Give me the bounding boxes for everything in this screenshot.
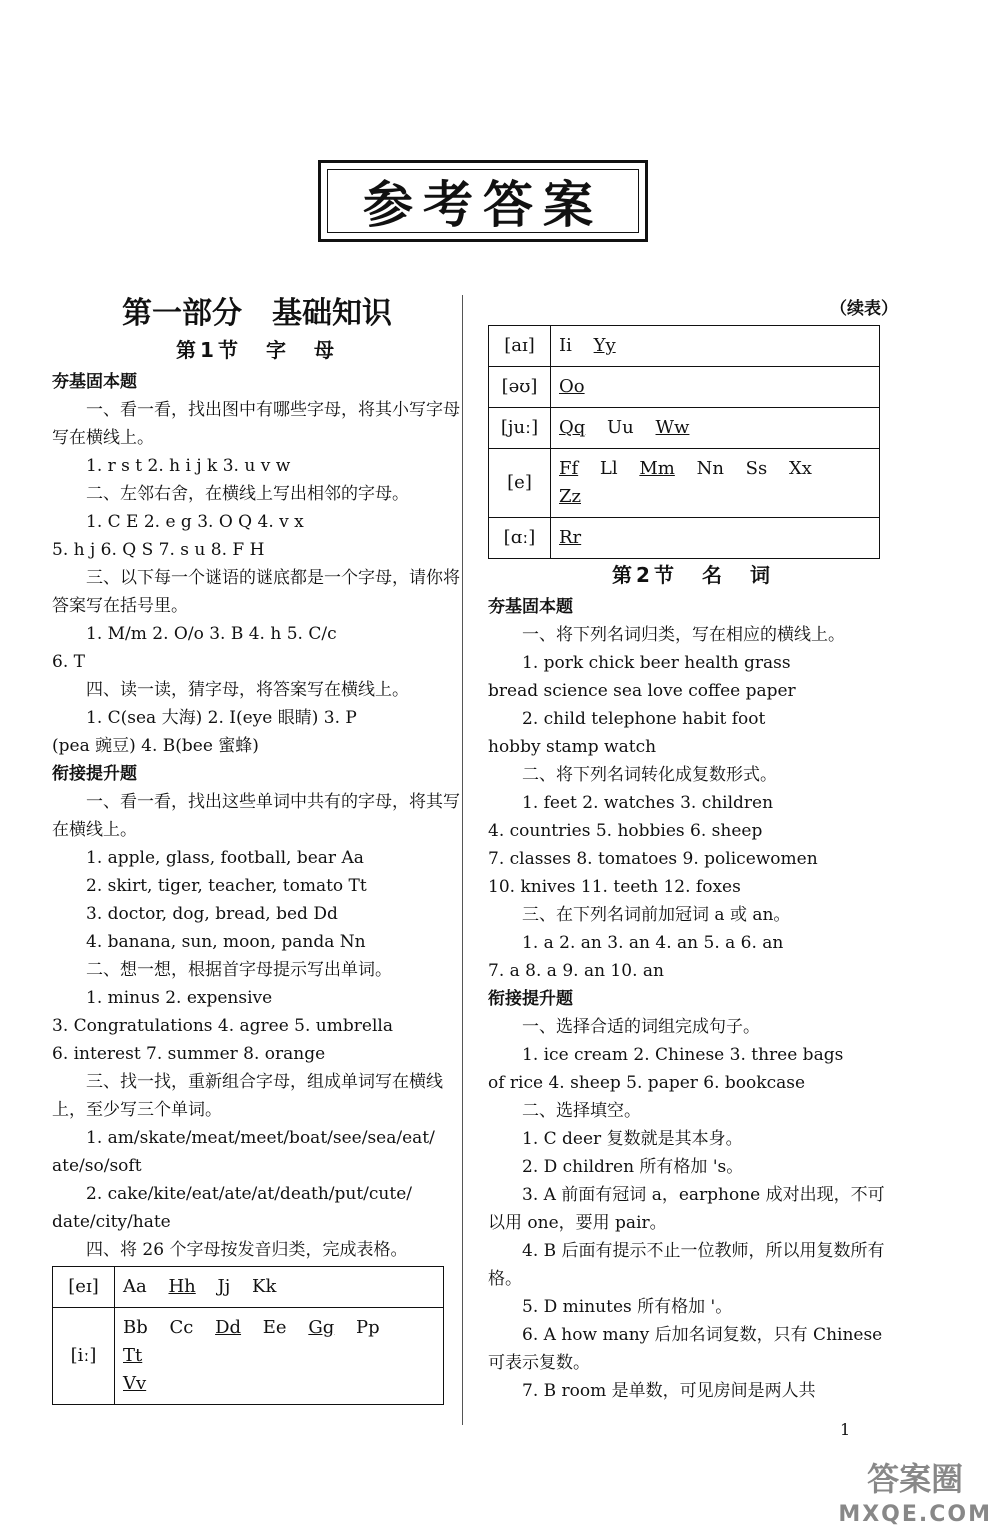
answer-line: 1. C(sea 大海) 2. I(eye 眼睛) 3. P bbox=[86, 708, 357, 728]
letter: Ww bbox=[655, 417, 690, 438]
answer-line: 4. countries 5. hobbies 6. sheep bbox=[488, 821, 763, 841]
answer-line: ate/so/soft bbox=[52, 1156, 142, 1176]
letter: Tt bbox=[123, 1345, 143, 1366]
answer-line: 2. skirt, tiger, teacher, tomato Tt bbox=[86, 876, 367, 896]
letter: Rr bbox=[559, 527, 582, 548]
part-title: 第一部分 基础知识 bbox=[122, 296, 392, 331]
answer-line: 1. r s t 2. h i j k 3. u v w bbox=[86, 456, 291, 476]
phonetic-symbol: [əʊ] bbox=[489, 367, 551, 408]
answer-line: 1. C deer 复数就是其本身。 bbox=[522, 1129, 743, 1149]
question-text: 一、看一看，找出图中有哪些字母，将其小写字母写在横线上。 bbox=[52, 400, 460, 448]
question-text: 二、左邻右舍，在横线上写出相邻的字母。 bbox=[86, 484, 409, 504]
answer-line: (pea 豌豆) 4. B(bee 蜜蜂) bbox=[52, 736, 259, 756]
answer-line: 3. doctor, dog, bread, bed Dd bbox=[86, 904, 338, 924]
answer-line: 1. apple, glass, football, bear Aa bbox=[86, 848, 364, 868]
answer-line: date/city/hate bbox=[52, 1212, 171, 1232]
letter: Oo bbox=[559, 376, 585, 397]
letter: Jj bbox=[217, 1276, 231, 1297]
answer-line: 6. A how many 后加名词复数，只有 Chinese 可表示复数。 bbox=[488, 1325, 883, 1373]
answer-line: 3. Congratulations 4. agree 5. umbrella bbox=[52, 1016, 393, 1036]
answer-line: 7. a 8. a 9. an 10. an bbox=[488, 961, 664, 981]
table-row bbox=[53, 1308, 444, 1405]
answer-line: 5. h j 6. Q S 7. s u 8. F H bbox=[52, 540, 265, 560]
letters-cell bbox=[551, 408, 880, 449]
phonetic-symbol: [eɪ] bbox=[53, 1267, 115, 1308]
question-text: 三、以下每一个谜语的谜底都是一个字母，请你将答案写在括号里。 bbox=[52, 568, 460, 616]
letter: Gg bbox=[308, 1317, 335, 1338]
question-text: 三、找一找，重新组合字母，组成单词写在横线上，至少写三个单词。 bbox=[52, 1072, 443, 1120]
answer-line: 7. B room 是单数，可见房间是两人共 bbox=[522, 1381, 816, 1401]
answer-line: 1. C E 2. e g 3. O Q 4. v x bbox=[86, 512, 304, 532]
question-text: 四、读一读，猜字母，将答案写在横线上。 bbox=[86, 680, 409, 700]
category-advanced: 衔接提升题 bbox=[488, 989, 573, 1009]
answer-line: 3. A 前面有冠词 a，earphone 成对出现，不可以用 one，要用 pair。 bbox=[488, 1185, 885, 1233]
letter: Ff bbox=[559, 458, 579, 479]
question-text: 一、看一看，找出这些单词中共有的字母，将其写在横线上。 bbox=[52, 792, 460, 840]
page-title: 参考答案 bbox=[363, 176, 603, 234]
question-text: 一、选择合适的词组完成句子。 bbox=[522, 1017, 760, 1037]
letter: Nn bbox=[696, 458, 724, 479]
letter: Uu bbox=[607, 417, 634, 438]
answer-line: 2. cake/kite/eat/ate/at/death/put/cute/ bbox=[86, 1184, 412, 1204]
watermark-line1: 答案圈 bbox=[867, 1460, 964, 1498]
letters-cell bbox=[115, 1267, 444, 1308]
letter: Ss bbox=[745, 458, 768, 479]
letters-cell bbox=[551, 518, 880, 559]
letter: Kk bbox=[252, 1276, 277, 1297]
question-text: 二、将下列名词转化成复数形式。 bbox=[522, 765, 777, 785]
right-column bbox=[488, 295, 898, 1405]
answer-line: 1. M/m 2. O/o 3. B 4. h 5. C/c bbox=[86, 624, 337, 644]
answer-line: 6. T bbox=[52, 652, 85, 672]
table-row bbox=[489, 449, 880, 518]
phonetic-symbol: [ɑː] bbox=[489, 518, 551, 559]
phonetic-symbol: [juː] bbox=[489, 408, 551, 449]
answer-line: 2. D children 所有格加 's。 bbox=[522, 1157, 744, 1177]
continued-note: （续表） bbox=[830, 299, 898, 319]
answer-line: 2. child telephone habit foot bbox=[522, 709, 766, 729]
phonetic-symbol: [iː] bbox=[53, 1308, 115, 1405]
table-row bbox=[53, 1267, 444, 1308]
question-text: 一、将下列名词归类，写在相应的横线上。 bbox=[522, 625, 845, 645]
question-text: 二、想一想，根据首字母提示写出单词。 bbox=[86, 960, 392, 980]
letter: Cc bbox=[169, 1317, 194, 1338]
answer-line: 4. banana, sun, moon, panda Nn bbox=[86, 932, 366, 952]
letter: Xx bbox=[788, 458, 812, 479]
answer-line: 7. classes 8. tomatoes 9. policewomen bbox=[488, 849, 818, 869]
question-text: 四、将 26 个字母按发音归类，完成表格。 bbox=[86, 1240, 408, 1260]
table-row bbox=[489, 367, 880, 408]
watermark-line2: MXQE.COM bbox=[838, 1502, 992, 1527]
answer-line: 1. am/skate/meat/meet/boat/see/sea/eat/ bbox=[86, 1128, 435, 1148]
letter: Ll bbox=[599, 458, 618, 479]
question-text: 二、选择填空。 bbox=[522, 1101, 641, 1121]
table-row bbox=[489, 518, 880, 559]
letters-cell bbox=[115, 1308, 444, 1405]
left-column bbox=[52, 295, 462, 1407]
title-inner-frame bbox=[327, 169, 639, 233]
title-box bbox=[318, 160, 648, 242]
column-divider bbox=[462, 295, 463, 1425]
question-text: 三、在下列名词前加冠词 a 或 an。 bbox=[522, 905, 791, 925]
letters-cell bbox=[551, 326, 880, 367]
phonetic-symbol: [aɪ] bbox=[489, 326, 551, 367]
answer-line: 6. interest 7. summer 8. orange bbox=[52, 1044, 326, 1064]
letter: Mm bbox=[639, 458, 675, 479]
table-row bbox=[489, 326, 880, 367]
letter: Dd bbox=[215, 1317, 242, 1338]
answer-line: 5. D minutes 所有格加 '。 bbox=[522, 1297, 733, 1317]
letter: Hh bbox=[168, 1276, 196, 1297]
category-basic: 夯基固本题 bbox=[52, 372, 137, 392]
phonetic-symbol: [e] bbox=[489, 449, 551, 518]
letter: Bb bbox=[123, 1317, 148, 1338]
letter: Ii bbox=[559, 335, 572, 356]
category-advanced: 衔接提升题 bbox=[52, 764, 137, 784]
phonetic-table-left bbox=[52, 1266, 444, 1405]
answer-line: 1. minus 2. expensive bbox=[86, 988, 273, 1008]
answer-line: 1. feet 2. watches 3. children bbox=[522, 793, 774, 813]
answer-line: 10. knives 11. teeth 12. foxes bbox=[488, 877, 741, 897]
watermark bbox=[838, 1461, 992, 1533]
letter: Zz bbox=[559, 486, 581, 507]
section-1-title: 第1节 字 母 bbox=[176, 338, 338, 362]
answer-line: 1. a 2. an 3. an 4. an 5. a 6. an bbox=[522, 933, 784, 953]
page-number: 1 bbox=[840, 1420, 851, 1439]
letters-cell bbox=[551, 449, 880, 518]
letter: Ee bbox=[262, 1317, 287, 1338]
answer-line: hobby stamp watch bbox=[488, 737, 657, 757]
category-basic: 夯基固本题 bbox=[488, 597, 573, 617]
letters-cell bbox=[551, 367, 880, 408]
letter: Qq bbox=[559, 417, 586, 438]
table-row bbox=[489, 408, 880, 449]
letter: Yy bbox=[593, 335, 616, 356]
letter: Aa bbox=[123, 1276, 147, 1297]
answer-line: of rice 4. sheep 5. paper 6. bookcase bbox=[488, 1073, 806, 1093]
answer-line: 1. ice cream 2. Chinese 3. three bags bbox=[522, 1045, 844, 1065]
phonetic-table-right bbox=[488, 325, 880, 559]
letter: Pp bbox=[355, 1317, 380, 1338]
answer-line: bread science sea love coffee paper bbox=[488, 681, 796, 701]
answer-line: 1. pork chick beer health grass bbox=[522, 653, 791, 673]
answer-line: 4. B 后面有提示不止一位教师，所以用复数所有格。 bbox=[488, 1241, 885, 1289]
section-2-title: 第2节 名 词 bbox=[612, 563, 774, 587]
letter: Vv bbox=[123, 1373, 147, 1394]
